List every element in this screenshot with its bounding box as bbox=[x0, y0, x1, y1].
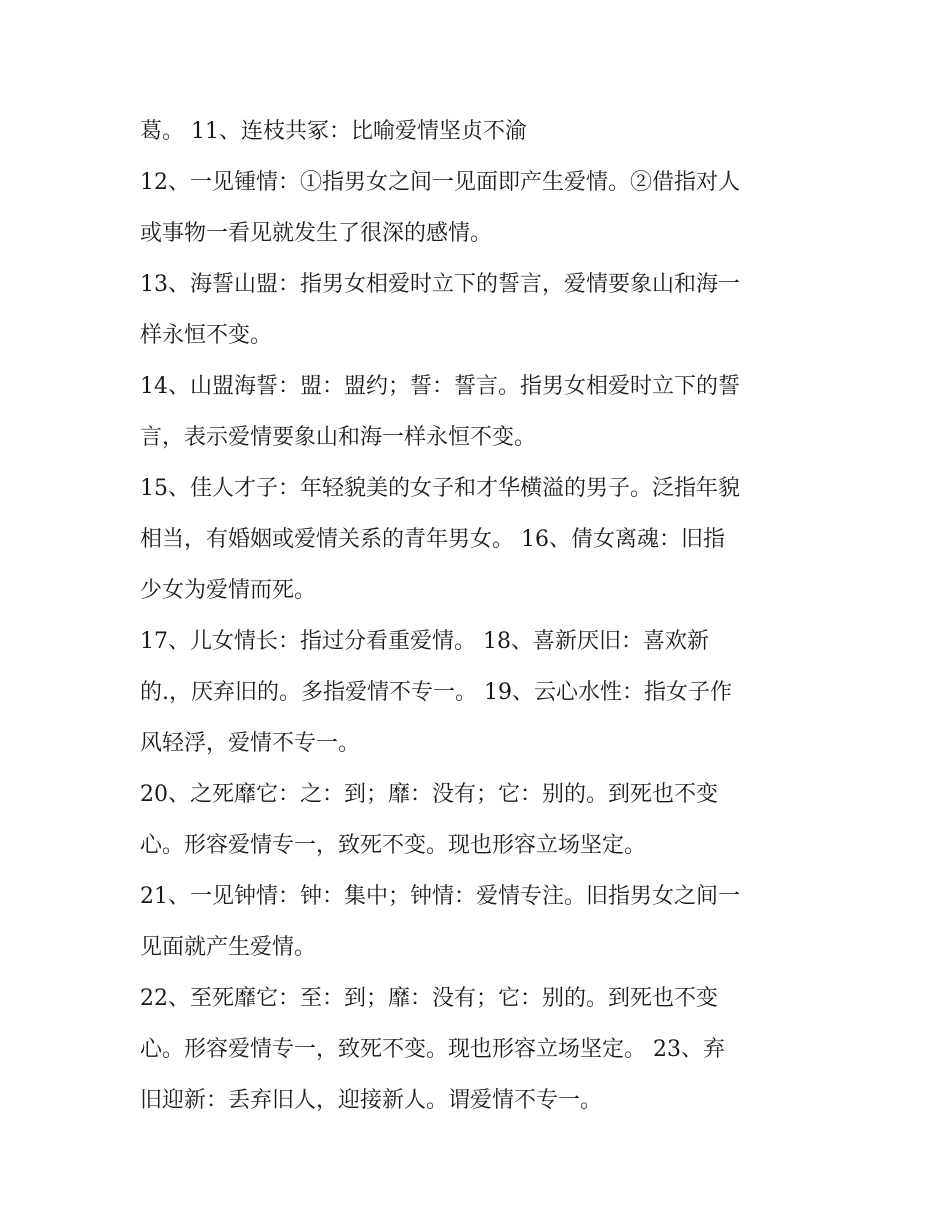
text-line: 相当，有婚姻或爱情关系的青年男女。 16、倩女离魂：旧指 bbox=[140, 527, 725, 552]
text-line: 见面就产生爱情。 bbox=[140, 935, 317, 960]
text-line: 21、一见钟情：钟：集中；钟情：爱情专注。旧指男女之间一 bbox=[140, 884, 740, 909]
text-line: 14、山盟海誓：盟：盟约；誓：誓言。指男女相爱时立下的誓 bbox=[140, 374, 740, 399]
text-line: 少女为爱情而死。 bbox=[140, 578, 317, 603]
text-line: 葛。 11、连枝共冢：比喻爱情坚贞不渝 bbox=[140, 119, 527, 144]
text-line: 心。形容爱情专一，致死不变。现也形容立场坚定。 bbox=[140, 833, 647, 858]
text-line: 风轻浮，爱情不专一。 bbox=[140, 731, 361, 756]
text-line: 旧迎新：丢弃旧人，迎接新人。谓爱情不专一。 bbox=[140, 1088, 603, 1113]
text-line: 20、之死靡它：之：到；靡：没有；它：别的。到死也不变 bbox=[140, 782, 718, 807]
text-line: 12、一见锺情：①指男女之间一见面即产生爱情。②借指对人 bbox=[140, 170, 740, 195]
text-line: 22、至死靡它：至：到；靡：没有；它：别的。到死也不变 bbox=[140, 986, 718, 1011]
text-line: 心。形容爱情专一，致死不变。现也形容立场坚定。 23、弃 bbox=[140, 1037, 725, 1062]
text-line: 或事物一看见就发生了很深的感情。 bbox=[140, 221, 493, 246]
text-line: 17、儿女情长：指过分看重爱情。 18、喜新厌旧：喜欢新 bbox=[140, 629, 709, 654]
text-line: 15、佳人才子：年轻貌美的女子和才华横溢的男子。泛指年貌 bbox=[140, 476, 740, 501]
text-line: 样永恒不变。 bbox=[140, 323, 273, 348]
text-line: 13、海誓山盟：指男女相爱时立下的誓言，爱情要象山和海一 bbox=[140, 272, 740, 297]
text-line: 言，表示爱情要象山和海一样永恒不变。 bbox=[140, 425, 537, 450]
text-line: 的.，厌弃旧的。多指爱情不专一。 19、云心水性：指女子作 bbox=[140, 680, 732, 705]
body-text bbox=[140, 106, 820, 1126]
